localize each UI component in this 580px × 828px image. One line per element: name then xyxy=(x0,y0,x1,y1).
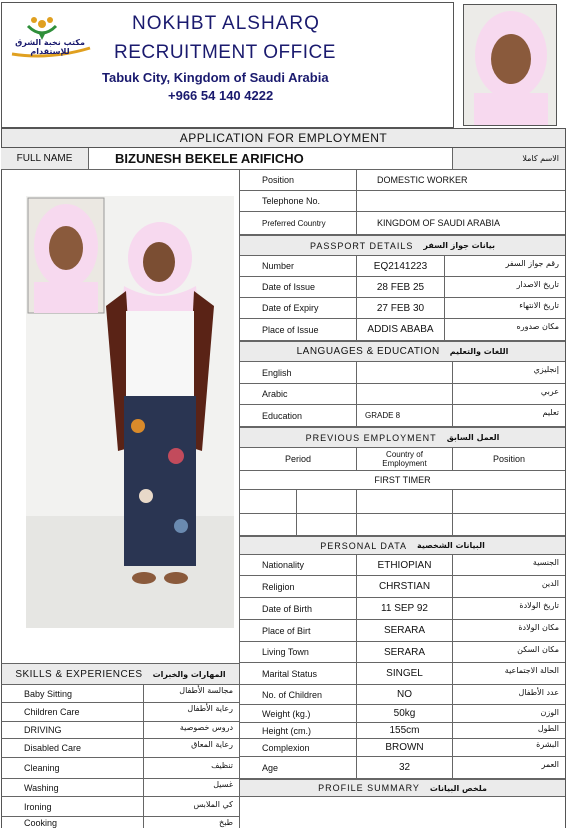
passport-place-label xyxy=(240,319,357,341)
complexion-ar-text: البشرة xyxy=(536,740,559,749)
skills-header-ar: المهارات والخبرات xyxy=(152,669,226,679)
skill-children-care-ar-text: رعاية الأطفال xyxy=(187,704,233,713)
weight-ar xyxy=(453,705,566,723)
religion-label xyxy=(240,576,357,598)
skill-disabled-care-label xyxy=(1,739,144,758)
age-label-text: Age xyxy=(262,762,279,773)
prev-row-2-a xyxy=(240,514,297,536)
passport-expiry-value xyxy=(357,298,445,319)
skill-cooking-ar xyxy=(144,817,240,828)
lang-arabic-label xyxy=(240,384,357,405)
nationality-label-text: Nationality xyxy=(262,560,305,570)
lang-english-label xyxy=(240,362,357,384)
passport-header-ar: بيانات جواز السفر xyxy=(423,241,495,250)
complexion-ar xyxy=(453,739,566,757)
prev-row-2-d xyxy=(453,514,566,536)
prev-col-country xyxy=(357,448,453,471)
job-country-label-text: Preferred Country xyxy=(262,218,326,228)
passport-issue-label xyxy=(240,277,357,298)
passport-expiry-ar-text: تاريخ الانتهاء xyxy=(519,301,559,310)
applicant-full-body-photo xyxy=(26,196,234,628)
job-country-value-text: KINGDOM OF SAUDI ARABIA xyxy=(377,218,501,228)
passport-issue-value-text: 28 FEB 25 xyxy=(376,281,425,293)
personal-header-ar: البيانات الشخصية xyxy=(417,541,485,550)
height-value xyxy=(357,723,453,739)
marital-value-text: SINGEL xyxy=(386,668,423,679)
prev-row-2-b xyxy=(297,514,357,536)
lang-arabic-label-text: Arabic xyxy=(262,389,288,399)
pob-value xyxy=(357,620,453,642)
skill-driving-label-text: DRIVING xyxy=(24,725,62,735)
languages-header-ar: اللغات والتعليم xyxy=(449,347,509,356)
lang-english-ar xyxy=(453,362,566,384)
profile-summary-header-text: PROFILE SUMMARY xyxy=(318,783,420,793)
living-town-value-text: SERARA xyxy=(383,646,426,658)
skill-baby-sitting-ar xyxy=(144,685,240,703)
weight-label xyxy=(240,705,357,723)
lang-arabic-value xyxy=(357,384,453,405)
skill-baby-sitting-label xyxy=(1,685,144,703)
religion-label-text: Religion xyxy=(262,581,295,592)
passport-number-ar-text: رقم جواز السفر xyxy=(505,259,559,268)
children-ar xyxy=(453,685,566,705)
age-label xyxy=(240,757,357,779)
pob-ar-text: مكان الولادة xyxy=(518,623,559,632)
nationality-ar xyxy=(453,555,566,576)
prev-col-period xyxy=(240,448,357,471)
height-label-text: Height (cm.) xyxy=(262,725,312,736)
passport-place-value-text: ADDIS ABABA xyxy=(367,324,434,335)
full-name-value xyxy=(89,148,453,170)
skill-washing-ar xyxy=(144,779,240,797)
passport-number-value-text: EQ2141223 xyxy=(373,260,428,272)
full-name-label xyxy=(1,148,89,170)
office-phone: +966 54 140 4222 xyxy=(168,88,274,103)
children-value xyxy=(357,685,453,705)
passport-number-label xyxy=(240,256,357,277)
passport-place-ar xyxy=(445,319,566,341)
profile-summary-body xyxy=(240,797,566,828)
job-position-value-text: DOMESTIC WORKER xyxy=(377,175,468,185)
skills-header-text: SKILLS & EXPERIENCES xyxy=(15,668,143,680)
skill-ironing-label xyxy=(1,797,144,817)
job-position-label-text: Position xyxy=(262,175,295,185)
lang-arabic-ar-text: عربي xyxy=(540,387,559,396)
languages-header xyxy=(240,341,566,362)
age-ar-text: العمر xyxy=(541,760,559,769)
weight-ar-text: الوزن xyxy=(540,708,559,717)
job-phone-value xyxy=(357,191,566,212)
skill-disabled-care-ar xyxy=(144,739,240,758)
complexion-value-text: BROWN xyxy=(385,742,424,753)
weight-value xyxy=(357,705,453,723)
passport-issue-label-text: Date of Issue xyxy=(262,282,316,292)
living-town-ar-text: مكان السكن xyxy=(517,645,559,654)
skill-cooking-label-text: Cooking xyxy=(24,818,58,828)
skill-cleaning-ar-text: تنظيف xyxy=(211,761,233,770)
skill-ironing-label-text: Ironing xyxy=(24,801,52,812)
skill-cleaning-ar xyxy=(144,758,240,779)
lang-english-value xyxy=(357,362,453,384)
passport-issue-value xyxy=(357,277,445,298)
office-city: Tabuk City, Kingdom of Saudi Arabia xyxy=(102,70,329,85)
complexion-label-text: Complexion xyxy=(262,742,310,753)
complexion-label xyxy=(240,739,357,757)
marital-value xyxy=(357,663,453,685)
dob-ar xyxy=(453,598,566,620)
passport-place-value xyxy=(357,319,445,341)
skill-cleaning-label xyxy=(1,758,144,779)
lang-english-ar-text: إنجليزي xyxy=(533,365,559,374)
prev-row-2-c xyxy=(357,514,453,536)
age-ar xyxy=(453,757,566,779)
prev-row-1-b xyxy=(297,490,357,514)
skill-washing-label-text: Washing xyxy=(24,782,59,793)
skill-baby-sitting-ar-text: مجالسة الأطفال xyxy=(179,686,233,695)
full-name-label-ar-text: الاسم كاملا xyxy=(522,154,559,163)
previous-header-ar: العمل السابق xyxy=(446,433,500,442)
lang-arabic-ar xyxy=(453,384,566,405)
marital-ar-text: الحالة الاجتماعية xyxy=(504,666,559,675)
prev-col-position xyxy=(453,448,566,471)
passport-place-label-text: Place of Issue xyxy=(262,324,319,335)
skill-driving-ar-text: دروس خصوصية xyxy=(179,723,233,732)
languages-header-text: LANGUAGES & EDUCATION xyxy=(296,346,440,357)
prev-row-1-d xyxy=(453,490,566,514)
skill-ironing-ar xyxy=(144,797,240,817)
nationality-label xyxy=(240,555,357,576)
children-value-text: NO xyxy=(397,689,412,700)
education-label-text: Education xyxy=(262,410,303,421)
profile-summary-header xyxy=(240,779,566,797)
job-phone-label-text: Telephone No. xyxy=(262,196,321,206)
marital-ar xyxy=(453,663,566,685)
education-value xyxy=(357,405,453,427)
dob-ar-text: تاريخ الولادة xyxy=(519,601,559,610)
religion-value-text: CHRSTIAN xyxy=(378,581,431,592)
skill-cooking-label xyxy=(1,817,144,828)
job-position-label xyxy=(240,170,357,191)
skill-disabled-care-label-text: Disabled Care xyxy=(24,743,82,753)
height-ar xyxy=(453,723,566,739)
passport-expiry-label-text: Date of Expiry xyxy=(262,303,319,313)
form-title xyxy=(1,128,566,148)
passport-number-ar xyxy=(445,256,566,277)
children-ar-text: عدد الأطفال xyxy=(518,688,559,697)
skill-children-care-label xyxy=(1,703,144,722)
age-value-text: 32 xyxy=(398,762,411,773)
previous-employment-header xyxy=(240,427,566,448)
personal-data-header xyxy=(240,536,566,555)
living-town-label-text: Living Town xyxy=(262,647,309,657)
skill-disabled-care-ar-text: رعاية المعاق xyxy=(191,740,233,749)
height-ar-text: الطول xyxy=(537,724,559,733)
skills-header xyxy=(1,663,240,685)
pob-label xyxy=(240,620,357,642)
skill-washing-label xyxy=(1,779,144,797)
company-logo xyxy=(6,10,94,60)
religion-ar-text: الدين xyxy=(541,579,559,588)
job-country-value xyxy=(357,212,566,235)
passport-header xyxy=(240,235,566,256)
living-town-value xyxy=(357,642,453,663)
height-value-text: 155cm xyxy=(389,725,420,736)
skill-driving-label xyxy=(1,722,144,739)
height-label xyxy=(240,723,357,739)
prev-col-period-text: Period xyxy=(284,454,311,464)
religion-ar xyxy=(453,576,566,598)
logo-text: مكتب نخبة الشرق للإستقدام xyxy=(15,38,85,56)
office-name: RECRUITMENT OFFICE xyxy=(114,42,336,63)
age-value xyxy=(357,757,453,779)
passport-number-label-text: Number xyxy=(262,261,295,271)
pob-value-text: SERARA xyxy=(383,625,426,636)
dob-label-text: Date of Birth xyxy=(262,603,313,614)
living-town-ar xyxy=(453,642,566,663)
education-ar xyxy=(453,405,566,427)
skill-cooking-ar-text: طبخ xyxy=(219,818,233,827)
prev-row-1-c xyxy=(357,490,453,514)
full-name-label-text: FULL NAME xyxy=(16,153,73,164)
passport-expiry-value-text: 27 FEB 30 xyxy=(376,302,425,314)
right-border xyxy=(565,128,566,828)
pob-ar xyxy=(453,620,566,642)
dob-value xyxy=(357,598,453,620)
nationality-ar-text: الجنسية xyxy=(532,558,559,567)
skill-children-care-label-text: Children Care xyxy=(24,707,80,717)
passport-header-text: PASSPORT DETAILS xyxy=(309,240,414,251)
passport-expiry-label xyxy=(240,298,357,319)
marital-label-text: Marital Status xyxy=(262,668,318,679)
profile-summary-header-ar: ملخص البيانات xyxy=(429,783,487,793)
skill-driving-ar xyxy=(144,722,240,739)
job-position-value xyxy=(357,170,566,191)
previous-header-text: PREVIOUS EMPLOYMENT xyxy=(305,432,437,443)
prev-col-position-text: Position xyxy=(492,454,526,464)
form-title-text: APPLICATION FOR EMPLOYMENT xyxy=(179,131,388,145)
prev-first-timer-text: FIRST TIMER xyxy=(374,475,431,485)
dob-label xyxy=(240,598,357,620)
nationality-value-text: ETHIOPIAN xyxy=(377,559,432,571)
religion-value xyxy=(357,576,453,598)
education-value-text: GRADE 8 xyxy=(365,411,401,420)
passport-place-ar-text: مكان صدوره xyxy=(516,322,559,331)
pob-label-text: Place of Birt xyxy=(262,625,311,636)
weight-label-text: Weight (kg.) xyxy=(262,708,311,719)
children-label-text: No. of Children xyxy=(262,689,323,700)
prev-row-1-a xyxy=(240,490,297,514)
job-phone-label xyxy=(240,191,357,212)
marital-label xyxy=(240,663,357,685)
living-town-label xyxy=(240,642,357,663)
full-name-label-ar xyxy=(453,148,566,170)
weight-value-text: 50kg xyxy=(393,708,416,719)
passport-number-value xyxy=(357,256,445,277)
personal-header-text: PERSONAL DATA xyxy=(320,540,408,551)
education-label xyxy=(240,405,357,427)
prev-first-timer xyxy=(240,471,566,490)
prev-col-country-text: Country of Employment xyxy=(382,450,427,468)
dob-value-text: 11 SEP 92 xyxy=(381,603,428,614)
applicant-portrait-photo xyxy=(463,4,557,126)
children-label xyxy=(240,685,357,705)
passport-expiry-ar xyxy=(445,298,566,319)
skill-cleaning-label-text: Cleaning xyxy=(24,763,60,773)
full-name-value-text: BIZUNESH BEKELE ARIFICHO xyxy=(115,151,304,166)
lang-english-label-text: English xyxy=(262,367,292,378)
complexion-value xyxy=(357,739,453,757)
company-name: NOKHBT ALSHARQ xyxy=(132,13,320,34)
job-country-label xyxy=(240,212,357,235)
skill-children-care-ar xyxy=(144,703,240,722)
passport-issue-ar-text: تاريخ الاصدار xyxy=(516,280,559,289)
skill-ironing-ar-text: كي الملابس xyxy=(193,800,233,809)
passport-issue-ar xyxy=(445,277,566,298)
skill-baby-sitting-label-text: Baby Sitting xyxy=(24,688,73,699)
skill-washing-ar-text: غسيل xyxy=(213,780,233,789)
education-ar-text: تعليم xyxy=(542,408,559,417)
nationality-value xyxy=(357,555,453,576)
